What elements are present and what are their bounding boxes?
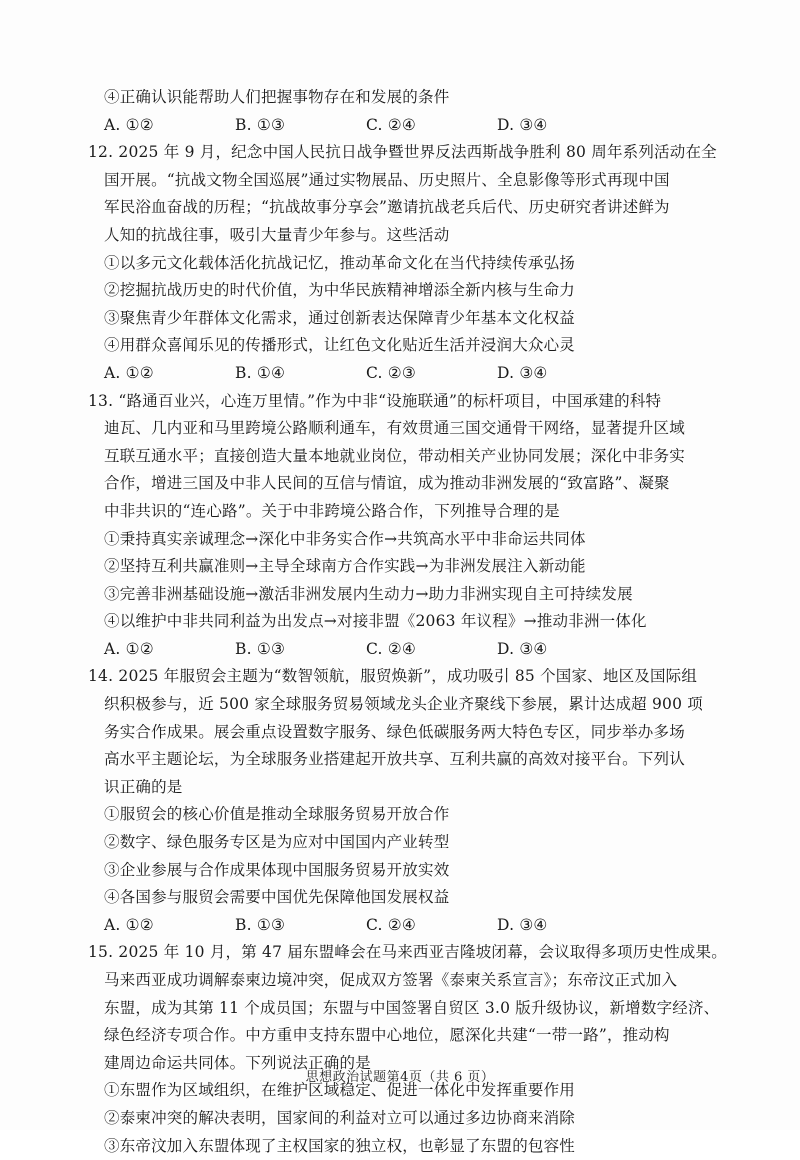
choice-c: C. ②③ xyxy=(366,363,416,382)
question-stem-line: 军民浴血奋战的历程；“抗战故事分享会”邀请抗战老兵后代、历史研究者讲述鲜为 xyxy=(104,198,670,217)
question-stem-line: 绿色经济专项合作。中方重申支持东盟中心地位，愿深化共建“一带一路”，推动构 xyxy=(104,1026,670,1045)
question-stem-line: 识正确的是 xyxy=(104,777,183,796)
question-option: ③东帝汶加入东盟体现了主权国家的独立权，也彰显了东盟的包容性 xyxy=(104,1136,576,1155)
question-option: ①秉持真实亲诚理念→深化中非务实合作→共筑高水平中非命运共同体 xyxy=(104,529,586,548)
choice-b: B. ①③ xyxy=(235,115,286,134)
question-option: ④各国参与服贸会需要中国优先保障他国发展权益 xyxy=(104,888,450,907)
page-content xyxy=(88,84,728,1160)
page-footer: 思想政治试题第4页（共 6 页） xyxy=(305,1070,495,1085)
choice-c: C. ②④ xyxy=(366,115,416,134)
question-12 xyxy=(88,139,728,387)
question-stem-line: 务实合作成果。展会重点设置数字服务、绿色低碳服务两大特色专区，同步举办多场 xyxy=(104,722,685,741)
question-stem-line: 东盟，成为其第 11 个成员国；东盟与中国签署自贸区 3.0 版升级协议，新增数字经济、 xyxy=(104,998,720,1017)
choice-d: D. ③④ xyxy=(497,639,548,658)
question-option: ②泰柬冲突的解决表明，国家间的利益对立可以通过多边协商来消除 xyxy=(104,1108,576,1127)
choice-d: D. ③④ xyxy=(497,363,548,382)
question-stem-line: 合作，增进三国及中非人民间的互信与情谊，成为推动非洲发展的“致富路”、凝聚 xyxy=(104,474,670,493)
question-stem-line: 互联互通水平；直接创造大量本地就业岗位，带动相关产业协同发展；深化中非务实 xyxy=(104,446,685,465)
question-stem-line: 人知的抗战往事，吸引大量青少年参与。这些活动 xyxy=(104,225,450,244)
question-13 xyxy=(88,388,728,664)
question-stem-line: 高水平主题论坛，为全球服务业搭建起开放共享、互利共赢的高效对接平台。下列认 xyxy=(104,750,685,769)
question-option: ③完善非洲基础设施→激活非洲发展内生动力→助力非洲实现自主可持续发展 xyxy=(104,584,633,603)
question-stem-line: 迪瓦、几内亚和马里跨境公路顺利通车，有效贯通三国交通骨干网络，显著提升区域 xyxy=(104,419,685,438)
question-option: ③聚焦青少年群体文化需求，通过创新表达保障青少年基本文化权益 xyxy=(104,308,576,327)
choice-a: A. ①② xyxy=(104,363,154,382)
question-stem-line: 13. “路通百业兴，心连万里情。”作为中非“设施联通”的标杆项目，中国承建的科特 xyxy=(88,391,662,410)
choice-d: D. ③④ xyxy=(497,915,548,934)
question-stem-line: 14. 2025 年服贸会主题为“数智领航，服贸焕新”，成功吸引 85 个国家、地区及国际组 xyxy=(88,667,698,686)
choice-c: C. ②④ xyxy=(366,639,416,658)
question-choices xyxy=(88,636,728,664)
question-option: ①服贸会的核心价值是推动全球服务贸易开放合作 xyxy=(104,805,450,824)
question-stem-line: 国开展。“抗战文物全国巡展”通过实物展品、历史照片、全息影像等形式再现中国 xyxy=(104,170,670,189)
question-stem-line: 15. 2025 年 10 月，第 47 届东盟峰会在马来西亚吉隆坡闭幕，会议取得多项历史性成果。 xyxy=(88,943,727,962)
choice-a: A. ①② xyxy=(104,915,154,934)
question-stem-line: 中非共识的“连心路”。关于中非跨境公路合作，下列推导合理的是 xyxy=(104,501,560,520)
question-option: ④用群众喜闻乐见的传播形式，让红色文化贴近生活并浸润大众心灵 xyxy=(104,336,576,355)
choice-a: A. ①② xyxy=(104,115,154,134)
question-option: ②数字、绿色服务专区是为应对中国国内产业转型 xyxy=(104,833,450,852)
question-option: ③企业参展与合作成果体现中国服务贸易开放实效 xyxy=(104,860,450,879)
question-option: ②挖掘抗战历史的时代价值，为中华民族精神增添全新内核与生命力 xyxy=(104,281,576,300)
question-option: ②坚持互利共赢准则→主导全球南方合作实践→为非洲发展注入新动能 xyxy=(104,557,586,576)
choice-c: C. ②④ xyxy=(366,915,416,934)
question-14 xyxy=(88,663,728,939)
question-stem-line: 12. 2025 年 9 月，纪念中国人民抗日战争暨世界反法西斯战争胜利 80 周年系列活动在全 xyxy=(88,143,717,162)
choice-d: D. ③④ xyxy=(497,115,548,134)
choice-b: B. ①③ xyxy=(235,915,286,934)
question-stem-line: 织积极参与，近 500 家全球服务贸易领域龙头企业齐聚线下参展，累计达成超 900 项 xyxy=(104,695,703,714)
question-stem-line: 马来西亚成功调解泰柬边境冲突，促成双方签署《泰柬关系宣言》；东帝汶正式加入 xyxy=(104,971,678,989)
question-choices xyxy=(88,360,728,388)
choice-b: B. ①④ xyxy=(235,363,286,382)
question-option: ④以维护中非共同利益为出发点→对接非盟《2063 年议程》→推动非洲一体化 xyxy=(104,612,647,631)
choice-b: B. ①③ xyxy=(235,639,286,658)
question-15 xyxy=(88,939,728,1160)
choice-a: A. ①② xyxy=(104,639,154,658)
question-option: ①东盟作为区域组织，在维护区域稳定、促进一体化中发挥重要作用 xyxy=(104,1081,576,1100)
prev-question-option-4: ④正确认识能帮助人们把握事物存在和发展的条件 xyxy=(104,88,450,106)
prev-question-choices xyxy=(88,112,728,140)
question-option: ①以多元文化载体活化抗战记忆，推动革命文化在当代持续传承弘扬 xyxy=(104,253,576,272)
question-choices xyxy=(88,912,728,940)
question-stem-line: 建周边命运共同体。下列说法正确的是 xyxy=(104,1053,371,1072)
